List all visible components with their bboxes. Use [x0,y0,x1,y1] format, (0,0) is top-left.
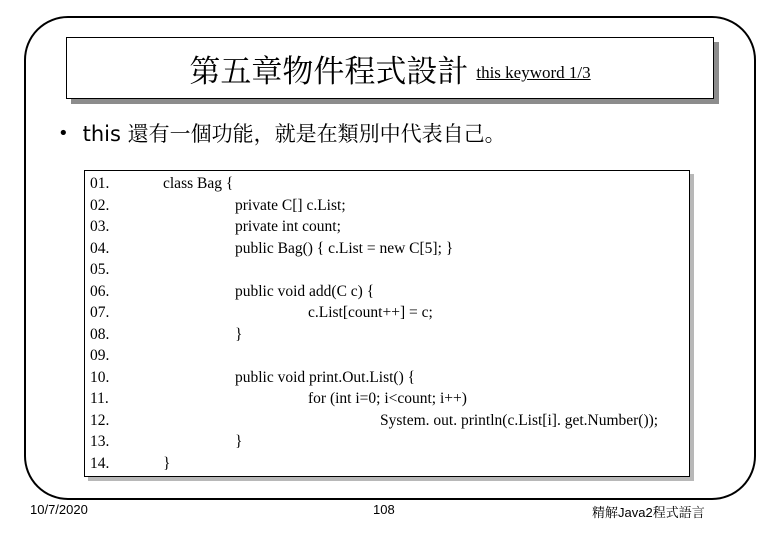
code-line-number: 05. [90,261,110,278]
code-line-number: 03. [90,218,110,235]
code-line-number: 13. [90,433,110,450]
code-line-number: 02. [90,196,110,214]
slide-subtitle: this keyword 1/3 [476,63,591,82]
code-line-number: 06. [90,282,110,300]
title-box [66,37,714,99]
code-line-text: public Bag() { c.List = new C[5]; } [235,239,454,257]
code-line-text: private int count; [235,218,341,235]
code-line [90,259,690,280]
code-line [90,410,690,431]
code-line-number: 08. [90,325,110,343]
bullet-item [58,117,506,149]
code-line [90,367,690,388]
code-line-number: 11. [90,390,109,407]
code-line-text: for (int i=0; i<count; i++) [308,390,467,407]
code-line-text: } [163,454,171,472]
code-line [90,281,690,302]
bullet-icon: • [58,122,69,144]
code-line-text: class Bag { [163,175,234,192]
code-line [90,388,690,409]
footer-page-number: 108 [373,502,395,517]
code-line-text: public void add(C c) { [235,282,375,300]
code-line-number: 10. [90,368,110,386]
code-line [90,195,690,216]
code-line-number: 14. [90,454,110,472]
code-line-text: } [235,433,243,450]
code-line-number: 07. [90,304,110,321]
code-line [90,453,690,474]
code-line [90,238,690,259]
code-line-number: 12. [90,411,110,429]
code-line [90,345,690,366]
code-line [90,324,690,345]
code-line [90,216,690,237]
bullet-text: this 還有一個功能，就是在類別中代表自己。 [82,122,506,146]
code-line-text: public void print.Out.List() { [235,368,416,386]
code-line [90,173,690,194]
code-line-text: } [235,325,243,343]
footer-book-title: 精解Java2程式語言 [592,505,705,520]
slide-title: 第五章物件程式設計 [189,53,469,90]
code-line [90,431,690,452]
code-line-text: System. out. println(c.List[i]. get.Number()); [380,411,659,429]
code-line-text: private C[] c.List; [235,196,346,214]
code-line-number: 09. [90,347,110,364]
code-line-text: c.List[count++] = c; [308,304,433,321]
code-line [90,302,690,323]
code-line-number: 04. [90,239,110,257]
footer-date: 10/7/2020 [30,502,88,517]
code-line-number: 01. [90,175,110,192]
